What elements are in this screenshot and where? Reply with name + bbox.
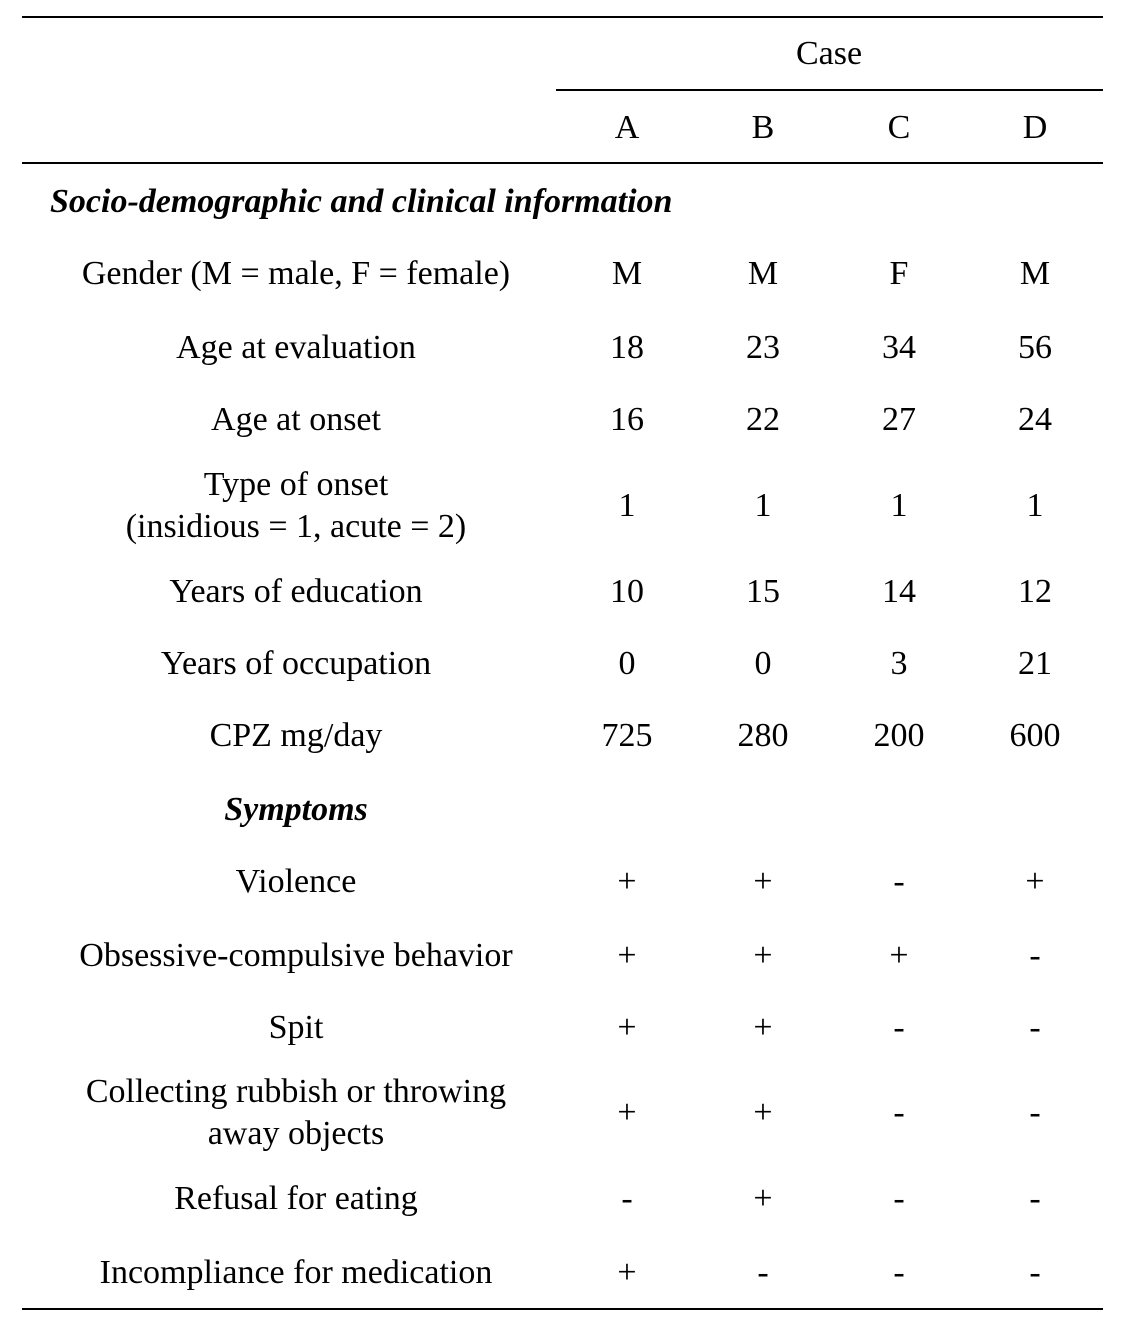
table-cell: M bbox=[611, 255, 643, 292]
column-header-a: A bbox=[614, 109, 640, 146]
table-cell: 56 bbox=[1018, 329, 1052, 366]
table-cell: - bbox=[1029, 937, 1041, 974]
section-title-symptoms: Symptoms bbox=[224, 791, 368, 828]
table-cell: 22 bbox=[746, 401, 780, 438]
table-cell: 15 bbox=[746, 573, 780, 610]
table-cell: + bbox=[753, 1009, 773, 1046]
case-group-header: Case bbox=[795, 35, 863, 72]
row-label: Spit bbox=[268, 1009, 324, 1046]
row-label: Age at onset bbox=[211, 401, 381, 438]
table-cell: 0 bbox=[618, 645, 636, 682]
table-cell: + bbox=[753, 863, 773, 900]
top-rule bbox=[22, 16, 1103, 18]
row-label: Years of occupation bbox=[160, 645, 432, 682]
header-rule bbox=[22, 162, 1103, 164]
table-cell: - bbox=[893, 1254, 905, 1291]
column-header-d: D bbox=[1022, 109, 1048, 146]
bottom-rule bbox=[22, 1308, 1103, 1310]
row-label: Obsessive-compulsive behavior bbox=[79, 937, 513, 974]
table-cell: - bbox=[1029, 1254, 1041, 1291]
case-group-rule bbox=[556, 89, 1103, 91]
table-cell: - bbox=[1029, 1094, 1041, 1131]
table-cell: 1 bbox=[754, 487, 772, 524]
row-label: Incompliance for medication bbox=[99, 1254, 493, 1291]
table-cell: + bbox=[753, 937, 773, 974]
table-cell: 12 bbox=[1018, 573, 1052, 610]
row-label: Type of onset (insidious = 1, acute = 2) bbox=[125, 466, 467, 545]
table-cell: + bbox=[753, 1180, 773, 1217]
table-cell: 16 bbox=[610, 401, 644, 438]
column-header-b: B bbox=[751, 109, 775, 146]
table-cell: 14 bbox=[882, 573, 916, 610]
table-cell: - bbox=[893, 1094, 905, 1131]
table-cell: - bbox=[893, 863, 905, 900]
row-label: Age at evaluation bbox=[176, 329, 416, 366]
section-title-demographics: Socio-demographic and clinical information bbox=[50, 183, 673, 220]
table-cell: + bbox=[1025, 863, 1045, 900]
row-label: Refusal for eating bbox=[174, 1180, 418, 1217]
table-cell: - bbox=[893, 1180, 905, 1217]
table-cell: 200 bbox=[873, 717, 925, 754]
table-cell: + bbox=[617, 863, 637, 900]
row-label: Years of education bbox=[169, 573, 423, 610]
table-cell: - bbox=[893, 1009, 905, 1046]
table-cell: 0 bbox=[754, 645, 772, 682]
table-cell: 1 bbox=[890, 487, 908, 524]
row-label: Gender (M = male, F = female) bbox=[81, 255, 511, 292]
table-cell: 24 bbox=[1018, 401, 1052, 438]
table-cell: 27 bbox=[882, 401, 916, 438]
table-cell: + bbox=[889, 937, 909, 974]
table-cell: M bbox=[747, 255, 779, 292]
table-cell: 21 bbox=[1018, 645, 1052, 682]
row-label: CPZ mg/day bbox=[209, 717, 383, 754]
table-cell: + bbox=[617, 1094, 637, 1131]
table-cell: 34 bbox=[882, 329, 916, 366]
table-cell: 10 bbox=[610, 573, 644, 610]
table-cell: 1 bbox=[1026, 487, 1044, 524]
table-cell: - bbox=[1029, 1180, 1041, 1217]
table-cell: + bbox=[617, 1009, 637, 1046]
table-cell: 18 bbox=[610, 329, 644, 366]
table-cell: 280 bbox=[737, 717, 789, 754]
table-cell: - bbox=[621, 1180, 633, 1217]
table-cell: + bbox=[617, 937, 637, 974]
table-cell: 3 bbox=[890, 645, 908, 682]
table-cell: 23 bbox=[746, 329, 780, 366]
row-label: Violence bbox=[235, 863, 357, 900]
row-label: Collecting rubbish or throwing away objects bbox=[85, 1073, 507, 1152]
table-cell: 600 bbox=[1009, 717, 1061, 754]
table-cell: M bbox=[1019, 255, 1051, 292]
table-cell: - bbox=[1029, 1009, 1041, 1046]
column-header-c: C bbox=[887, 109, 911, 146]
table-cell: F bbox=[889, 255, 909, 292]
table-cell: + bbox=[617, 1254, 637, 1291]
table-cell: - bbox=[757, 1254, 769, 1291]
table-cell: 725 bbox=[601, 717, 653, 754]
table-cell: 1 bbox=[618, 487, 636, 524]
table-cell: + bbox=[753, 1094, 773, 1131]
